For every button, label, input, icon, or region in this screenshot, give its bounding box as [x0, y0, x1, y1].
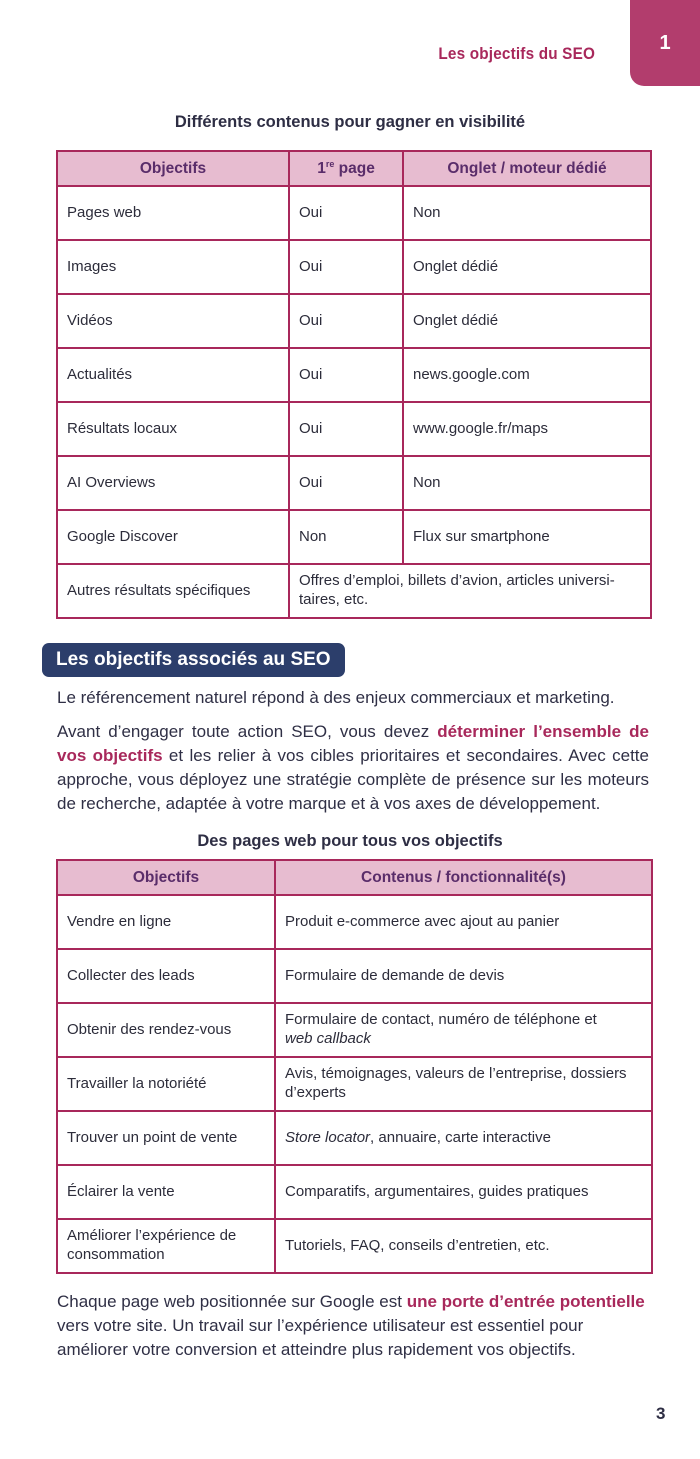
chapter-number: 1 [659, 31, 671, 54]
cell-onglet: www.google.fr/maps [403, 402, 651, 456]
table-header-row [57, 860, 652, 895]
cell-onglet: Non [403, 456, 651, 510]
table-header-row [57, 151, 651, 186]
cell-page: Non [289, 510, 403, 564]
cell-objectif: Collecter des leads [57, 949, 275, 1003]
cell-objectif: Travailler la notoriété [57, 1057, 275, 1111]
cell-objectif: Autres résultats spécifiques [57, 564, 289, 618]
table-row [57, 1057, 652, 1111]
header-contenus: Contenus / fonctionnalité(s) [275, 860, 652, 895]
cell-page: Oui [289, 456, 403, 510]
table-row [57, 1219, 652, 1273]
table-row [57, 895, 652, 949]
cell-onglet: Onglet dédié [403, 240, 651, 294]
header-objectifs: Objectifs [57, 151, 289, 186]
cell-objectif: Actualités [57, 348, 289, 402]
cell-contenu: Avis, témoignages, valeurs de l’entreprise, dossiers d’experts [275, 1057, 652, 1111]
cell-contenu: Formulaire de contact, numéro de téléphone et web callback [275, 1003, 652, 1057]
objectives-table [56, 859, 653, 1274]
cell-objectif: Éclairer la vente [57, 1165, 275, 1219]
highlight-text: déterminer l’ensemble de vos objectifs [57, 722, 649, 765]
running-title: Les objectifs du SEO [438, 44, 595, 63]
table-row [57, 402, 651, 456]
cell-contenu: Store locator, annuaire, carte interactive [275, 1111, 652, 1165]
cell-page: Oui [289, 348, 403, 402]
visibility-table [56, 150, 652, 619]
cell-onglet: Flux sur smartphone [403, 510, 651, 564]
header-objectifs: Objectifs [57, 860, 275, 895]
table-row [57, 348, 651, 402]
cell-objectif: Améliorer l’expérience de consommation [57, 1219, 275, 1273]
cell-objectif: Résultats locaux [57, 402, 289, 456]
cell-page: Oui [289, 186, 403, 240]
table-row [57, 1003, 652, 1057]
table-row [57, 949, 652, 1003]
table-row [57, 186, 651, 240]
cell-objectif: Google Discover [57, 510, 289, 564]
closing-paragraph: Chaque page web positionnée sur Google est une porte d’entrée potentielle vers votre site. Un travail sur l’expérience utilisateur est essentiel pour améliorer votre conversion et atteindre plus rapidement vos objectifs. [57, 1292, 645, 1359]
cell-objectif: Vidéos [57, 294, 289, 348]
cell-page: Oui [289, 240, 403, 294]
cell-objectif: Vendre en ligne [57, 895, 275, 949]
cell-objectif: Obtenir des rendez-vous [57, 1003, 275, 1057]
cell-objectif: AI Overviews [57, 456, 289, 510]
cell-merged: Offres d’emploi, billets d’avion, articles universitaires, etc. [289, 564, 651, 618]
cell-contenu: Produit e-commerce avec ajout au panier [275, 895, 652, 949]
cell-contenu: Comparatifs, argumentaires, guides pratiques [275, 1165, 652, 1219]
objectives-paragraph: Avant d’engager toute action SEO, vous devez déterminer l’ensemble de vos objectifs et les relier à vos cibles prioritaires et secondaires. Avec cette approche, vous déployez une stratégie complète de présence sur les moteurs de recherche, adaptée à votre marque et à vos axes de développement. [57, 722, 649, 813]
table-row [57, 1111, 652, 1165]
page-number: 3 [656, 1404, 666, 1423]
table-row [57, 240, 651, 294]
highlight-text: une porte d’entrée potentielle [406, 1292, 645, 1311]
section-heading: Les objectifs associés au SEO [42, 643, 345, 677]
chapter-tab [630, 0, 700, 86]
cell-objectif: Trouver un point de vente [57, 1111, 275, 1165]
table-row [57, 510, 651, 564]
cell-onglet: news.google.com [403, 348, 651, 402]
cell-onglet: Non [403, 186, 651, 240]
table-row [57, 564, 651, 618]
cell-page: Oui [289, 402, 403, 456]
table-row [57, 1165, 652, 1219]
cell-contenu: Tutoriels, FAQ, conseils d’entretien, etc. [275, 1219, 652, 1273]
header-first-page: 1re page [289, 151, 403, 186]
table-row [57, 456, 651, 510]
table1-caption: Différents contenus pour gagner en visibilité [174, 113, 526, 131]
cell-objectif: Pages web [57, 186, 289, 240]
cell-page: Oui [289, 294, 403, 348]
header-onglet: Onglet / moteur dédié [403, 151, 651, 186]
intro-paragraph: Le référencement naturel répond à des enjeux commerciaux et marketing. [57, 688, 615, 707]
cell-onglet: Onglet dédié [403, 294, 651, 348]
cell-objectif: Images [57, 240, 289, 294]
cell-contenu: Formulaire de demande de devis [275, 949, 652, 1003]
table2-caption: Des pages web pour tous vos objectifs [197, 832, 503, 850]
table-row [57, 294, 651, 348]
